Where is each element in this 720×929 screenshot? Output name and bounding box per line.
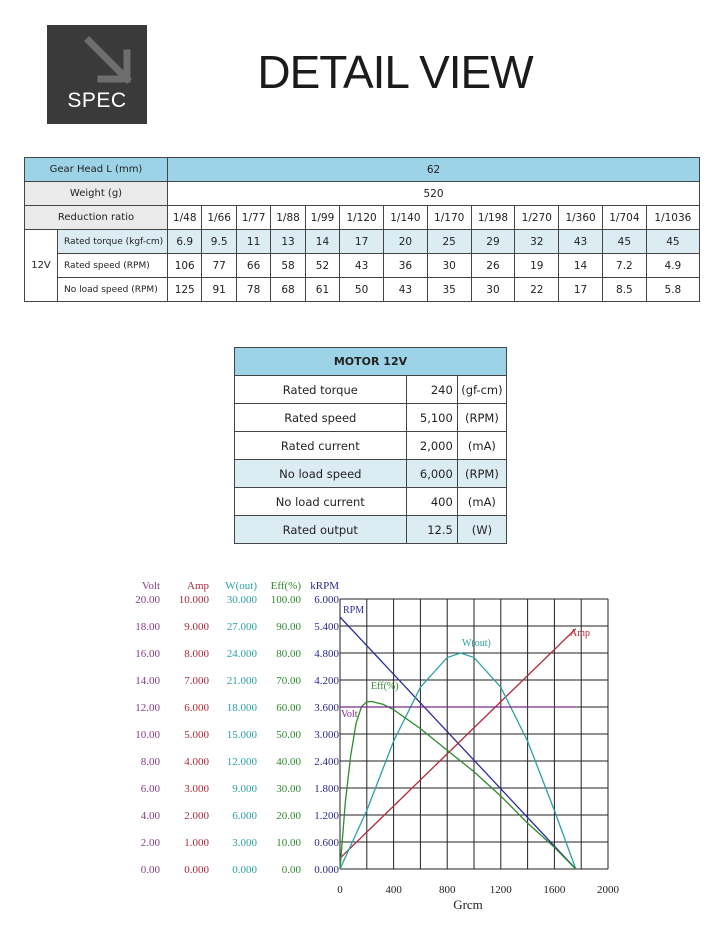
y-tick-label: 2.00 (140, 837, 160, 849)
x-axis-title: Grcm (453, 897, 483, 912)
y-tick-label: 100.00 (270, 594, 301, 606)
spec-value-cell: 45 (602, 230, 646, 254)
y-axis-title: kRPM (310, 580, 339, 592)
spec-value-cell: 106 (168, 254, 202, 278)
rated-speed-name: Rated speed (235, 404, 407, 432)
y-tick-label: 10.00 (276, 837, 301, 849)
ratio-cell: 1/88 (271, 206, 305, 230)
series-label: Volt (341, 709, 358, 720)
spec-value-cell: 7.2 (602, 254, 646, 278)
no-load-current-unit: (mA) (457, 488, 506, 516)
rated-output-value: 12.5 (406, 516, 457, 544)
spec-value-cell: 32 (515, 230, 559, 254)
y-tick-label: 0.600 (314, 837, 339, 849)
y-tick-label: 30.00 (276, 783, 301, 795)
weight-label: Weight (g) (25, 182, 168, 206)
y-tick-label: 9.000 (232, 783, 257, 795)
spec-value-cell: 22 (515, 278, 559, 302)
y-tick-label: 60.00 (276, 702, 301, 714)
spec-badge (47, 25, 147, 124)
x-tick-label: 2000 (597, 884, 619, 896)
gear-head-label: Gear Head L (mm) (25, 158, 168, 182)
y-axis-title: Amp (187, 580, 209, 592)
y-tick-label: 4.00 (140, 810, 160, 822)
ratio-cell: 1/99 (305, 206, 339, 230)
ratio-cell: 1/66 (202, 206, 236, 230)
series-line (340, 629, 576, 859)
spec-value-cell: 45 (646, 230, 699, 254)
spec-value-cell: 50 (340, 278, 384, 302)
rated-current-unit: (mA) (457, 432, 506, 460)
y-axis-title: W(out) (225, 580, 257, 592)
ratio-cell: 1/140 (383, 206, 427, 230)
rated-output-unit: (W) (457, 516, 506, 544)
y-tick-label: 0.00 (281, 864, 301, 876)
spec-value-cell: 25 (427, 230, 471, 254)
spec-value-cell: 26 (471, 254, 515, 278)
spec-value-cell: 61 (305, 278, 339, 302)
ratio-cell: 1/48 (168, 206, 202, 230)
rated-torque-name: Rated torque (235, 376, 407, 404)
y-tick-label: 2.000 (184, 810, 209, 822)
y-tick-label: 6.000 (314, 594, 339, 606)
y-tick-label: 6.000 (232, 810, 257, 822)
x-tick-label: 1600 (543, 884, 566, 896)
spec-value-cell: 19 (515, 254, 559, 278)
ratio-cell: 1/704 (602, 206, 646, 230)
voltage-label: 12V (25, 230, 58, 302)
rated-speed-label: Rated speed (RPM) (58, 254, 168, 278)
y-tick-label: 2.400 (314, 756, 339, 768)
series-label: W(out) (462, 638, 491, 649)
ratio-cell: 1/120 (340, 206, 384, 230)
rated-torque-value: 240 (406, 376, 457, 404)
no-load-current-value: 400 (406, 488, 457, 516)
y-tick-label: 90.00 (276, 621, 301, 633)
y-tick-label: 6.00 (140, 783, 160, 795)
y-tick-label: 70.00 (276, 675, 301, 687)
spec-value-cell: 14 (305, 230, 339, 254)
motor-spec-table (234, 347, 507, 544)
spec-value-cell: 9.5 (202, 230, 236, 254)
ratio-cell: 1/170 (427, 206, 471, 230)
y-tick-label: 1.000 (184, 837, 209, 849)
spec-value-cell: 58 (271, 254, 305, 278)
weight-value: 520 (168, 182, 700, 206)
y-tick-label: 3.000 (314, 729, 339, 741)
y-tick-label: 6.000 (184, 702, 209, 714)
series-label: RPM (343, 605, 365, 616)
spec-value-cell: 66 (236, 254, 270, 278)
rated-torque-label: Rated torque (kgf-cm) (58, 230, 168, 254)
series-label: Amp (570, 628, 590, 639)
y-tick-label: 4.200 (314, 675, 339, 687)
y-tick-label: 3.000 (184, 783, 209, 795)
spec-value-cell: 36 (383, 254, 427, 278)
y-tick-label: 15.000 (226, 729, 257, 741)
gear-spec-table (24, 157, 700, 302)
spec-value-cell: 43 (559, 230, 603, 254)
spec-value-cell: 11 (236, 230, 270, 254)
rated-output-name: Rated output (235, 516, 407, 544)
rated-current-name: Rated current (235, 432, 407, 460)
ratio-cell: 1/1036 (646, 206, 699, 230)
spec-value-cell: 30 (471, 278, 515, 302)
spec-value-cell: 14 (559, 254, 603, 278)
y-tick-label: 0.000 (314, 864, 339, 876)
y-tick-label: 14.00 (135, 675, 160, 687)
y-tick-label: 1.800 (314, 783, 339, 795)
y-tick-label: 12.00 (135, 702, 160, 714)
y-tick-label: 18.000 (226, 702, 257, 714)
rated-speed-value: 5,100 (406, 404, 457, 432)
y-tick-label: 0.000 (232, 864, 257, 876)
spec-value-cell: 68 (271, 278, 305, 302)
rated-speed-unit: (RPM) (457, 404, 506, 432)
spec-value-cell: 35 (427, 278, 471, 302)
spec-value-cell: 5.8 (646, 278, 699, 302)
y-tick-label: 8.000 (184, 648, 209, 660)
spec-value-cell: 17 (559, 278, 603, 302)
spec-value-cell: 29 (471, 230, 515, 254)
spec-value-cell: 30 (427, 254, 471, 278)
y-tick-label: 10.000 (178, 594, 209, 606)
series-line (340, 702, 576, 869)
rated-current-value: 2,000 (406, 432, 457, 460)
no-load-speed-label: No load speed (RPM) (58, 278, 168, 302)
spec-value-cell: 13 (271, 230, 305, 254)
x-tick-label: 1200 (489, 884, 512, 896)
x-tick-label: 400 (385, 884, 402, 896)
y-axis-title: Volt (141, 580, 160, 592)
y-tick-label: 4.800 (314, 648, 339, 660)
y-tick-label: 21.000 (226, 675, 257, 687)
y-tick-label: 1.200 (314, 810, 339, 822)
y-tick-label: 18.00 (135, 621, 160, 633)
y-tick-label: 50.00 (276, 729, 301, 741)
y-tick-label: 9.000 (184, 621, 209, 633)
no-load-speed-name: No load speed (235, 460, 407, 488)
y-tick-label: 27.000 (226, 621, 257, 633)
spec-value-cell: 77 (202, 254, 236, 278)
y-tick-label: 8.00 (140, 756, 160, 768)
page-title: DETAIL VIEW (257, 46, 533, 98)
ratio-cell: 1/77 (236, 206, 270, 230)
rated-torque-unit: (gf-cm) (457, 376, 506, 404)
spec-label: SPEC (67, 89, 127, 112)
ratio-cell: 1/198 (471, 206, 515, 230)
series-label: Eff(%) (371, 681, 399, 692)
y-tick-label: 12.000 (226, 756, 257, 768)
reduction-ratio-label: Reduction ratio (25, 206, 168, 230)
ratio-cell: 1/270 (515, 206, 559, 230)
y-tick-label: 30.000 (226, 594, 257, 606)
spec-value-cell: 17 (340, 230, 384, 254)
spec-value-cell: 8.5 (602, 278, 646, 302)
spec-value-cell: 43 (383, 278, 427, 302)
spec-value-cell: 91 (202, 278, 236, 302)
y-tick-label: 7.000 (184, 675, 209, 687)
gear-head-value: 62 (168, 158, 700, 182)
motor-table-header: MOTOR 12V (235, 348, 507, 376)
spec-value-cell: 78 (236, 278, 270, 302)
y-tick-label: 3.000 (232, 837, 257, 849)
ratio-cell: 1/360 (559, 206, 603, 230)
y-tick-label: 20.00 (135, 594, 160, 606)
y-tick-label: 4.000 (184, 756, 209, 768)
y-tick-label: 5.400 (314, 621, 339, 633)
y-axis-title: Eff(%) (270, 580, 301, 592)
y-tick-label: 0.000 (184, 864, 209, 876)
spec-value-cell: 43 (340, 254, 384, 278)
spec-value-cell: 52 (305, 254, 339, 278)
x-tick-label: 800 (438, 884, 456, 896)
x-tick-label: 0 (337, 884, 343, 896)
no-load-speed-unit: (RPM) (457, 460, 506, 488)
y-tick-label: 10.00 (135, 729, 160, 741)
y-tick-label: 80.00 (276, 648, 301, 660)
y-tick-label: 5.000 (184, 729, 209, 741)
no-load-speed-value: 6,000 (406, 460, 457, 488)
y-tick-label: 40.00 (276, 756, 301, 768)
spec-value-cell: 20 (383, 230, 427, 254)
performance-chart (135, 578, 620, 918)
y-tick-label: 20.00 (276, 810, 301, 822)
spec-value-cell: 4.9 (646, 254, 699, 278)
y-tick-label: 24.000 (226, 648, 257, 660)
y-tick-label: 0.00 (140, 864, 160, 876)
y-tick-label: 16.00 (135, 648, 160, 660)
spec-value-cell: 125 (168, 278, 202, 302)
spec-value-cell: 6.9 (168, 230, 202, 254)
no-load-current-name: No load current (235, 488, 407, 516)
y-tick-label: 3.600 (314, 702, 339, 714)
